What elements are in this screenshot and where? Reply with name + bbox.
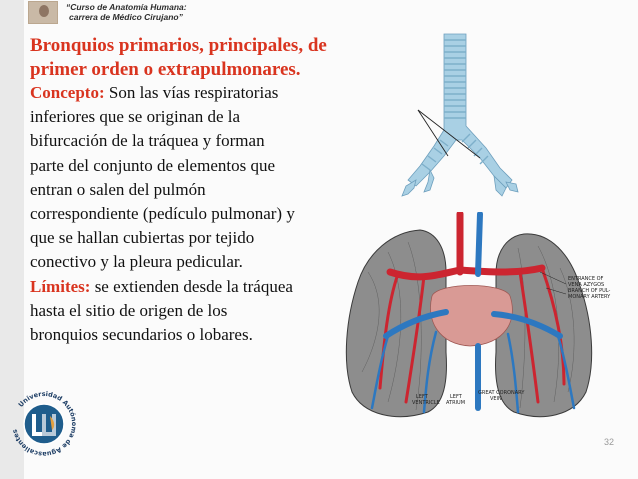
concept-label: Concepto: — [30, 83, 105, 102]
label-vena-azygos: VENA AZYGOS — [568, 282, 605, 288]
label-great-coronary: GREAT CORONARY — [478, 390, 525, 396]
course-title-line-2: carrera de Médico Cirujano” — [69, 12, 183, 22]
university-seal-logo — [6, 386, 82, 462]
label-monary-artery: MONARY ARTERY — [568, 294, 611, 300]
concept-line-7: que se hallan cubiertas por tejido — [30, 228, 255, 248]
limits-label: Límites: — [30, 276, 91, 296]
concept-line-3: bifurcación de la tráquea y forman — [30, 131, 265, 151]
label-vein: VEIN — [490, 396, 502, 402]
limits-line-1: se extienden desde la tráquea — [90, 276, 293, 296]
label-left: LEFT — [416, 394, 428, 400]
limits-line-2: hasta el sitio de origen de los — [30, 300, 228, 320]
label-branch-of-pul: BRANCH OF PUL- — [568, 288, 611, 294]
concept-line-2: inferiores que se originan de la — [30, 107, 241, 127]
page-number: 32 — [603, 437, 614, 447]
course-title-line-1: “Curso de Anatomía Humana: — [66, 2, 187, 12]
lungs-vessels-illustration — [328, 212, 638, 428]
concept-line-6: correspondiente (pedículo pulmonar) y — [30, 204, 295, 224]
header-thumbnail-image — [28, 1, 58, 24]
course-title — [66, 2, 266, 22]
label-ventricle: VENTRICLE — [412, 400, 440, 406]
slide-body — [30, 81, 375, 347]
seal-ring-text: Universidad Autónoma de Aguascalientes — [10, 389, 79, 459]
concept-line-5: entran o salen del pulmón — [30, 179, 206, 199]
label-atrium: ATRIUM — [446, 400, 466, 406]
concept-line-8: conectivo y la pleura pedicular. — [30, 252, 243, 272]
slide-header — [0, 0, 638, 26]
limits-line-3: bronquios secundarios o lobares. — [30, 325, 253, 345]
slide-title-line-2: primer orden o extrapulmonares. — [30, 59, 301, 80]
slide-title-line-1: Bronquios primarios, principales, de — [30, 35, 327, 56]
concept-line-4: parte del conjunto de elementos que — [30, 155, 275, 175]
label-entrance-of: ENTRANCE OF — [568, 276, 604, 282]
trachea-bronchi-illustration — [400, 30, 520, 198]
concept-line-1: Son las vías respiratorias — [104, 83, 279, 102]
slide-title — [30, 34, 360, 82]
label-left-2: LEFT — [450, 394, 462, 400]
